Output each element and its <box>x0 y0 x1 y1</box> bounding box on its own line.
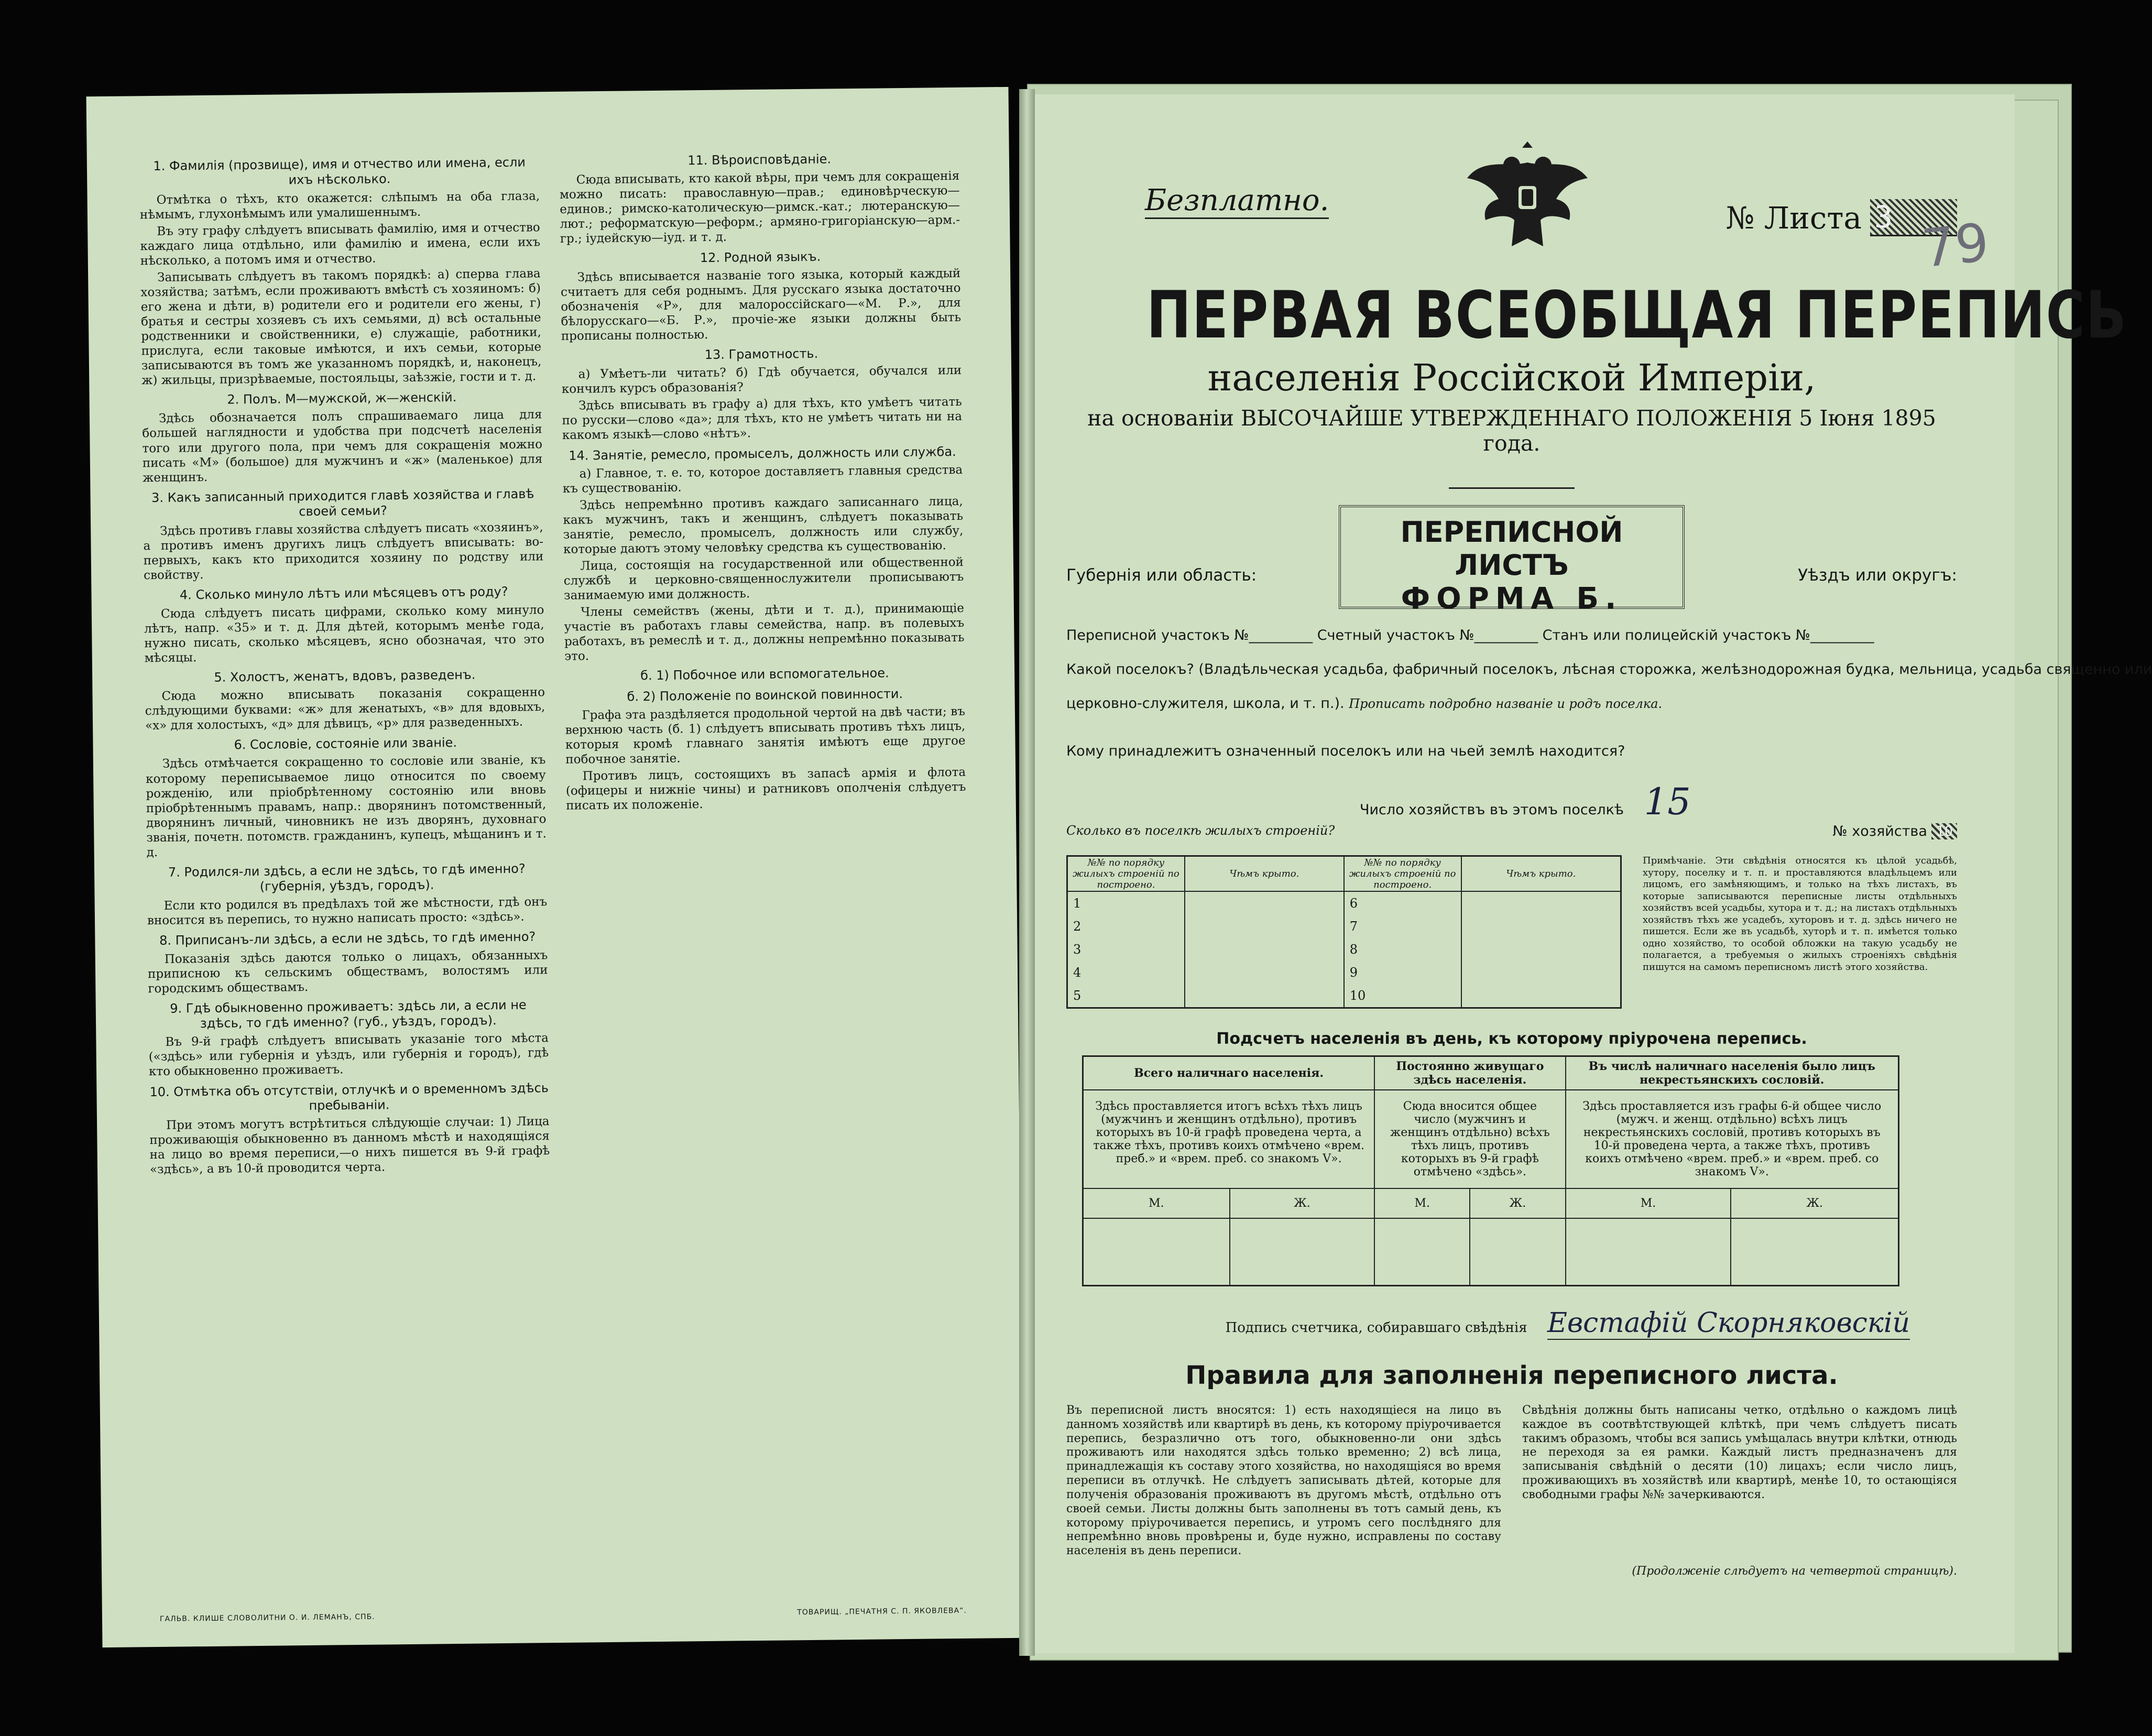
female-label: Ж. <box>1230 1188 1375 1218</box>
instruction-heading: 2. Полъ. М—мужской, ж—женскій. <box>227 390 457 407</box>
district-label: Уѣздъ или округъ: <box>1798 566 1957 585</box>
census-basis: на основаніи ВЫСОЧАЙШЕ УТВЕРЖДЕННАГО ПОЛОЖЕНІЯ 5 Іюня 1895 года. <box>1087 406 1936 456</box>
instruction-section <box>565 685 966 813</box>
count-column-description: Здѣсь проставляется изъ графы 6-й общее число (мужч. и женщ. отдѣльно) всѣхъ лицъ некрестьянскихъ сословій, противъ которыхъ въ 10-й проведена черта, а также тѣхъ, противъ коихъ отмѣчено «врем. преб.» и «врем. преб. со знакомъ V». <box>1566 1090 1899 1188</box>
bld-header-no-right: №№ по порядку жилыхъ строеній по построено. <box>1344 856 1461 892</box>
building-number: 3 <box>1067 938 1185 961</box>
household-no-label: № хозяйства <box>1832 823 1927 839</box>
buildings-label: Сколько въ поселкѣ жилыхъ строеній? <box>1066 823 1335 838</box>
count-value-cell <box>1566 1218 1731 1286</box>
population-count-table <box>1082 1055 1899 1286</box>
province-label: Губернія или область: <box>1066 566 1257 585</box>
count-value-cell <box>1470 1218 1565 1286</box>
instruction-heading: 6. Сословіе, состояніе или званіе. <box>234 735 457 752</box>
instruction-section <box>139 155 542 388</box>
buildings-note: Примѣчаніе. Эти свѣдѣнія относятся къ цѣлой усадьбѣ, хутору, поселку и т. п. и проставляются владѣльцемъ или лицомъ, его замѣняющимъ, и только на тѣхъ листахъ, въ которые записываются переписные листы отдѣльныхъ хозяйствъ всей усадьбы, хутора и т. д.; на листахъ отдѣльныхъ хозяйствъ тѣхъ же усадебъ, хуторовъ и т. д. здѣсь ничего не пишется. Если же въ усадьбѣ, хуторѣ и т. п. имѣется только одно хозяйство, то особой обложки на такую усадьбу не полагается, а требуемыя о жилыхъ строеніяхъ свѣдѣнія пишутся на самомъ переписномъ листѣ этого хозяйства. <box>1643 855 1957 973</box>
rules-text <box>1066 1404 1957 1558</box>
male-label: М. <box>1566 1188 1731 1218</box>
building-row <box>1067 891 1621 915</box>
instruction-heading: 8. Приписанъ-ли здѣсь, а если не здѣсь, то гдѣ именно? <box>159 929 536 948</box>
signature-value: Евстафій Скорняковскій <box>1547 1307 1910 1339</box>
instruction-section <box>145 734 547 860</box>
male-label: М. <box>1083 1188 1230 1218</box>
count-title: Подсчетъ населенія въ день, къ которому пріурочена перепись. <box>1216 1030 1807 1048</box>
settlement-line-2 <box>1066 695 1957 712</box>
roof-cell <box>1461 915 1621 938</box>
left-page <box>86 87 1025 1647</box>
instruction-heading: 3. Какъ записанный приходится главѣ хозяйства и главѣ своей семьи? <box>151 486 534 519</box>
roof-cell <box>1461 938 1621 961</box>
female-label: Ж. <box>1731 1188 1898 1218</box>
household-no-value: 10 <box>1931 823 1957 839</box>
instruction-section <box>144 584 544 665</box>
instruction-paragraph: Отмѣтка о тѣхъ, кто окажется: слѣпымъ на оба глаза, нѣмымъ, глухонѣмымъ или умалишеннымъ. <box>139 189 540 222</box>
instruction-section <box>147 861 548 929</box>
count-value-cell <box>1374 1218 1470 1286</box>
bld-header-roof-right: Чѣмъ крыто. <box>1461 856 1621 892</box>
roof-cell <box>1185 891 1344 915</box>
instruction-heading: 1. Фамилія (прозвище), имя и отчество или имена, если ихъ нѣсколько. <box>153 155 526 188</box>
instruction-section <box>561 345 962 443</box>
signature-label: Подпись счетчика, собиравшаго свѣдѣнія <box>1225 1320 1527 1336</box>
instruction-paragraph: Здѣсь вписывается названіе того языка, который каждый считаетъ для себя роднымъ. Для русскаго языка достаточно обозначенія «Р», для малороссійскаго—«М. Р.», для бѣлорусскаго—«Б. Р.», прочіе-же языки должны быть прописаны полностью. <box>560 266 962 343</box>
instruction-paragraph: Здѣсь непремѣнно противъ каждаго записаннаго лица, какъ мужчинъ, такъ и женщинъ, слѣдуетъ показывать занятіе, ремесло, промыселъ, должность или службу, которые даютъ этому человѣку средства къ существованію. <box>563 494 964 556</box>
instruction-heading: 12. Родной языкъ. <box>700 249 821 265</box>
building-row <box>1067 961 1621 984</box>
instruction-paragraph: Здѣсь противъ главы хозяйства слѣдуетъ писать «хозяинъ», а противъ именъ другихъ лицъ слѣдуетъ вписывать: во-первыхъ, какъ кто приходится хозяину по родству или свойству. <box>143 520 544 583</box>
building-row <box>1067 984 1621 1008</box>
instruction-paragraph: Здѣсь вписывать въ графу а) для тѣхъ, кто умѣетъ читать по русски—слово «да»; для тѣхъ, кто не умѣетъ читать ни на какомъ языкѣ—слово «нѣтъ». <box>562 395 963 443</box>
instruction-section <box>143 486 543 583</box>
right-page <box>1035 94 2152 1653</box>
instructions-column-2 <box>559 145 974 1596</box>
building-number: 8 <box>1344 938 1461 961</box>
building-number: 5 <box>1067 984 1185 1008</box>
instruction-paragraph: Здѣсь обозначается полъ спрашиваемаго лица для большей наглядности и удобства при подсчетѣ населенія того или другого пола, при чемъ для сокращенія можно писать «М» (большое) для мужчинъ и «ж» (маленькое) для женщинъ. <box>142 408 543 485</box>
building-number: 10 <box>1344 984 1461 1008</box>
female-label: Ж. <box>1470 1188 1565 1218</box>
instruction-paragraph: Сюда слѣдуетъ писать цифрами, сколько кому минуло лѣтъ, напр. «35» и т. д. Для дѣтей, которымъ менѣе года, нужно писать, сколько мѣсяцевъ, ясно обозначая, что это мѣсяцы. <box>144 603 545 665</box>
households-line <box>1066 780 1957 823</box>
instruction-heading: 4. Сколько минуло лѣтъ или мѣсяцевъ отъ роду? <box>179 584 508 603</box>
roof-cell <box>1461 891 1621 915</box>
roof-cell <box>1461 961 1621 984</box>
instruction-section <box>560 247 961 343</box>
book-spine <box>1019 89 1035 1656</box>
archive-number-handwritten: 79 <box>1918 211 1992 280</box>
continuation-note: (Продолженіе слѣдуетъ на четвертой страницѣ). <box>1632 1565 1957 1578</box>
sheet-number-label: № Листа <box>1725 200 1862 236</box>
instruction-heading: 7. Родился-ли здѣсь, а если не здѣсь, то гдѣ именно? (губернія, уѣздъ, городъ). <box>168 861 526 894</box>
instruction-paragraph: При этомъ могутъ встрѣтиться слѣдующіе случаи: 1) Лица проживающія обыкновенно въ данномъ мѣстѣ и находящіяся на лицо во время переписи,—о нихъ пишется въ 9-й графѣ «здѣсь», а въ 10-й проводится черта. <box>149 1115 550 1177</box>
instruction-section <box>147 930 548 996</box>
rules-title: Правила для заполненія переписного листа. <box>1185 1361 1838 1390</box>
instruction-heading: б. 1) Побочное или вспомогательное. <box>640 665 889 683</box>
instruction-paragraph: Въ эту графу слѣдуетъ вписывать фамилію, имя и отчество каждаго лица отдѣльно, или фамилію и имена, если ихъ нѣсколько, а потомъ имя и отчество. <box>140 220 541 268</box>
form-title: ПЕРЕПИСНОЙ ЛИСТЪ <box>1400 516 1623 582</box>
count-column-description: Сюда вносится общее число (мужчинъ и женщинъ отдѣльно) всѣхъ тѣхъ лицъ, противъ которыхъ въ 9-й графѣ отмѣчено «здѣсь». <box>1374 1090 1565 1188</box>
settlement-line: Какой поселокъ? (Владѣльческая усадьба, фабричный поселокъ, лѣсная сторожка, желѣзнодорожная будка, мельница, усадьба священно или <box>1066 661 2152 678</box>
form-name: ФОРМА Б. <box>1401 582 1623 616</box>
instruction-paragraph: Члены семействъ (жены, дѣти и т. д.), принимающіе участіе въ работахъ главы семейства, напр. въ полевыхъ работахъ, въ ремеслѣ и т. д., должны непремѣнно показывать это. <box>564 601 965 664</box>
count-value-cell <box>1230 1218 1375 1286</box>
building-number: 6 <box>1344 891 1461 915</box>
instruction-heading: 5. Холостъ, женатъ, вдовъ, разведенъ. <box>214 667 476 685</box>
instruction-heading: 13. Грамотность. <box>704 346 818 362</box>
double-headed-eagle-emblem <box>1462 136 1593 257</box>
instruction-section <box>145 667 545 733</box>
building-number: 4 <box>1067 961 1185 984</box>
instruction-paragraph: Графа эта раздѣляется продольной чертой на двѣ части; въ верхнюю часть (б. 1) слѣдуетъ вписывать противъ тѣхъ лицъ, которыя кромѣ главнаго занятія имѣютъ еще другое побочное занятіе. <box>565 704 966 767</box>
settlement-line-2-text: церковно-служителя, школа, и т. п.). <box>1066 695 1345 712</box>
sheet-number-value: 3 <box>1870 199 1957 236</box>
instructions-column-1 <box>139 149 554 1600</box>
building-row <box>1067 938 1621 961</box>
owner-line: Кому принадлежитъ означенный поселокъ или на чьей землѣ находится? <box>1066 743 1625 759</box>
building-row <box>1067 915 1621 938</box>
settlement-hint: Прописать подробно названіе и родъ поселка. <box>1349 696 1663 711</box>
free-label: Безплатно. <box>1145 183 1329 219</box>
buildings-table <box>1066 855 1622 1009</box>
building-number: 7 <box>1344 915 1461 938</box>
roof-cell <box>1185 961 1344 984</box>
instruction-section <box>559 150 960 246</box>
census-subtitle: населенія Россійской Имперіи, <box>1207 356 1816 399</box>
instruction-section <box>562 444 965 664</box>
instruction-paragraph: Сюда вписывать, кто какой вѣры, при чемъ для сокращенія можно писать: православную—прав.; единовѣрческую—единов.; римско-католическую—римск.-кат.; лютеранскую—лют.; реформатскую—реформ.; армяно-григоріанскую—арм.-гр.; іудейскую—іуд. и т. д. <box>559 169 960 246</box>
instruction-section <box>565 665 965 684</box>
imprint-right: ТОВАРИЩ. „ПЕЧАТНЯ С. П. ЯКОВЛЕВА“. <box>797 1606 967 1617</box>
census-title: ПЕРВАЯ ВСЕОБЩАЯ ПЕРЕПИСЬ <box>1146 278 2127 353</box>
roof-cell <box>1185 915 1344 938</box>
instruction-paragraph: а) Главное, т. е. то, которое доставляетъ главныя средства къ существованію. <box>562 463 963 496</box>
instruction-paragraph: Показанія здѣсь даются только о лицахъ, обязанныхъ приписною къ сельскимъ обществамъ, волостямъ или городскимъ обществамъ. <box>147 948 548 996</box>
building-number: 1 <box>1067 891 1185 915</box>
rules-left: Въ переписной листъ вносятся: 1) есть находящіеся на лицо въ данномъ хозяйствѣ или квартирѣ въ день, къ которому пріурочивается перепись, безразлично отъ того, обыкновенно-ли они здѣсь проживаютъ или находятся здѣсь только временно; 2) всѣ лица, принадлежащія къ составу этого хозяйства, но находящіяся во время переписи въ отлучкѣ. Не слѣдуетъ записывать дѣтей, которые для полученія образованія проживаютъ въ другомъ мѣстѣ, отдѣльно отъ своей семьи. Листы должны быть заполнены въ тотъ самый день, къ которому пріурочивается перепись, и утромъ сего послѣдняго для непремѣнно вновь провѣрены и, буде нужно, исправлены по составу населенія въ день переписи. <box>1066 1404 1501 1558</box>
instruction-heading: 9. Гдѣ обыкновенно проживаетъ: здѣсь ли, а если не здѣсь, то гдѣ именно? (губ., уѣздъ, городъ). <box>170 997 527 1031</box>
male-label: М. <box>1374 1188 1470 1218</box>
households-value: 15 <box>1644 780 1691 823</box>
roof-cell <box>1185 938 1344 961</box>
count-column-header: Постоянно живущаго здѣсь населенія. <box>1374 1056 1565 1090</box>
instruction-section <box>148 997 549 1079</box>
instruction-paragraph: Записывать слѣдуетъ въ такомъ порядкѣ: а) сперва глава хозяйства; затѣмъ, если проживаютъ вмѣстѣ съ хозяиномъ: б) его жена и дѣти, в) родители его и родители его жены, г) братья и сестры хозяевъ съ ихъ семьями, д) всѣ остальные родственники и свойственники, е) служащіе, работники, прислуга, если таковые имѣются, и ихъ семьи, которые записываются въ томъ же указанномъ порядкѣ, и, наконецъ, ж) жильцы, призрѣваемые, постояльцы, заѣзжіе, гости и т. д. <box>140 267 542 388</box>
roof-cell <box>1185 984 1344 1008</box>
form-box <box>1339 505 1685 616</box>
instruction-heading: 11. Вѣроисповѣданіе. <box>687 151 832 168</box>
instruction-paragraph: Противъ лицъ, состоящихъ въ запасѣ армія и флота (офицеры и нижніе чины) и ратниковъ ополченія слѣдуетъ писать их положеніе. <box>565 765 966 813</box>
bld-header-no-left: №№ по порядку жилыхъ строеній по построено. <box>1067 856 1185 892</box>
roof-cell <box>1461 984 1621 1008</box>
households-label: Число хозяйствъ въ этомъ поселкѣ <box>1360 802 1624 818</box>
count-column-header: Въ числѣ наличнаго населенія было лицъ некрестьянскихъ сословій. <box>1566 1056 1899 1090</box>
instruction-heading: б. 2) Положеніе по воинской повинности. <box>627 686 903 704</box>
bld-header-roof-left: Чѣмъ крыто. <box>1185 856 1344 892</box>
count-value-cell <box>1083 1218 1230 1286</box>
instruction-heading: 14. Занятіе, ремесло, промыселъ, должность или служба. <box>569 444 956 463</box>
buildings-line <box>1066 823 1957 839</box>
enumerator-signature-line <box>1066 1307 1957 1340</box>
instruction-paragraph: Лица, состоящія на государственной или общественной службѣ и церковно-священнослужители прописываютъ занимаемую ими должность. <box>563 555 964 603</box>
count-value-cell <box>1731 1218 1898 1286</box>
instruction-paragraph: Здѣсь отмѣчается сокращенно то сословіе или званіе, къ которому переписываемое лицо относится по своему рожденію, или пріобрѣтенному состоянію или вновь пріобрѣтеннымъ правамъ, напр.: дворянинъ потомственный, дворянинъ личный, чиновникъ не изъ дворянъ, духовнаго званія, почетн. потомств. гражданинъ, купецъ, мѣщанинъ и т. д. <box>146 753 547 859</box>
count-column-header: Всего наличнаго населенія. <box>1083 1056 1375 1090</box>
instruction-paragraph: Если кто родился въ предѣлахъ той же мѣстности, гдѣ онъ вносится въ перепись, то нужно написать просто: «здѣсь». <box>147 895 548 928</box>
divider <box>1449 487 1575 489</box>
count-column-description: Здѣсь проставляется итогъ всѣхъ тѣхъ лицъ (мужчинъ и женщинъ отдѣльно), противъ которыхъ въ 10-й графѣ проведена черта, а также тѣхъ, противъ коихъ отмѣчено «врем. преб.» и «врем. преб. со знакомъ V». <box>1083 1090 1375 1188</box>
instruction-paragraph: Въ 9-й графѣ слѣдуетъ вписывать указаніе того мѣста («здѣсь» или губернія и уѣздъ, или губернія и городъ), гдѣ кто обыкновенно проживаетъ. <box>148 1031 549 1079</box>
building-number: 9 <box>1344 961 1461 984</box>
instruction-paragraph: а) Умѣетъ-ли читать? б) Гдѣ обучается, обучался или кончилъ курсъ образованія? <box>561 364 962 397</box>
imprint-left: ГАЛЬВ. КЛИШЕ СЛОВОЛИТНИ О. И. ЛЕМАНЪ, СПБ. <box>159 1612 375 1623</box>
instruction-heading: 10. Отмѣтка объ отсутствіи, отлучкѣ и о временномъ здѣсь пребываніи. <box>149 1080 549 1113</box>
instruction-paragraph: Сюда можно вписывать показанія сокращенно слѣдующими буквами: «ж» для женатыхъ, «в» для вдовыхъ, «х» для холостыхъ, «д» для дѣвицъ, «р» для разведенныхъ. <box>145 685 545 733</box>
building-number: 2 <box>1067 915 1185 938</box>
instruction-section <box>141 389 542 485</box>
precinct-line: Переписной участокъ №_________ Счетный участокъ №_________ Станъ или полицейскій участокъ №_________ <box>1066 627 1874 643</box>
instruction-section <box>149 1080 550 1177</box>
rules-right: Свѣдѣнія должны быть написаны четко, отдѣльно о каждомъ лицѣ каждое въ соотвѣтствующей клѣткѣ, при чемъ слѣдуетъ писать такимъ образомъ, чтобы вся запись умѣщалась внутри клѣтки, отнюдь не переходя за ея рамки. Каждый листъ предназначенъ для записыванія свѣдѣній о десяти (10) лицахъ; если число лицъ, проживающихъ въ хозяйствѣ или квартирѣ, менѣе 10, то остающіяся свободными графы №№ зачеркиваются. <box>1522 1404 1957 1501</box>
